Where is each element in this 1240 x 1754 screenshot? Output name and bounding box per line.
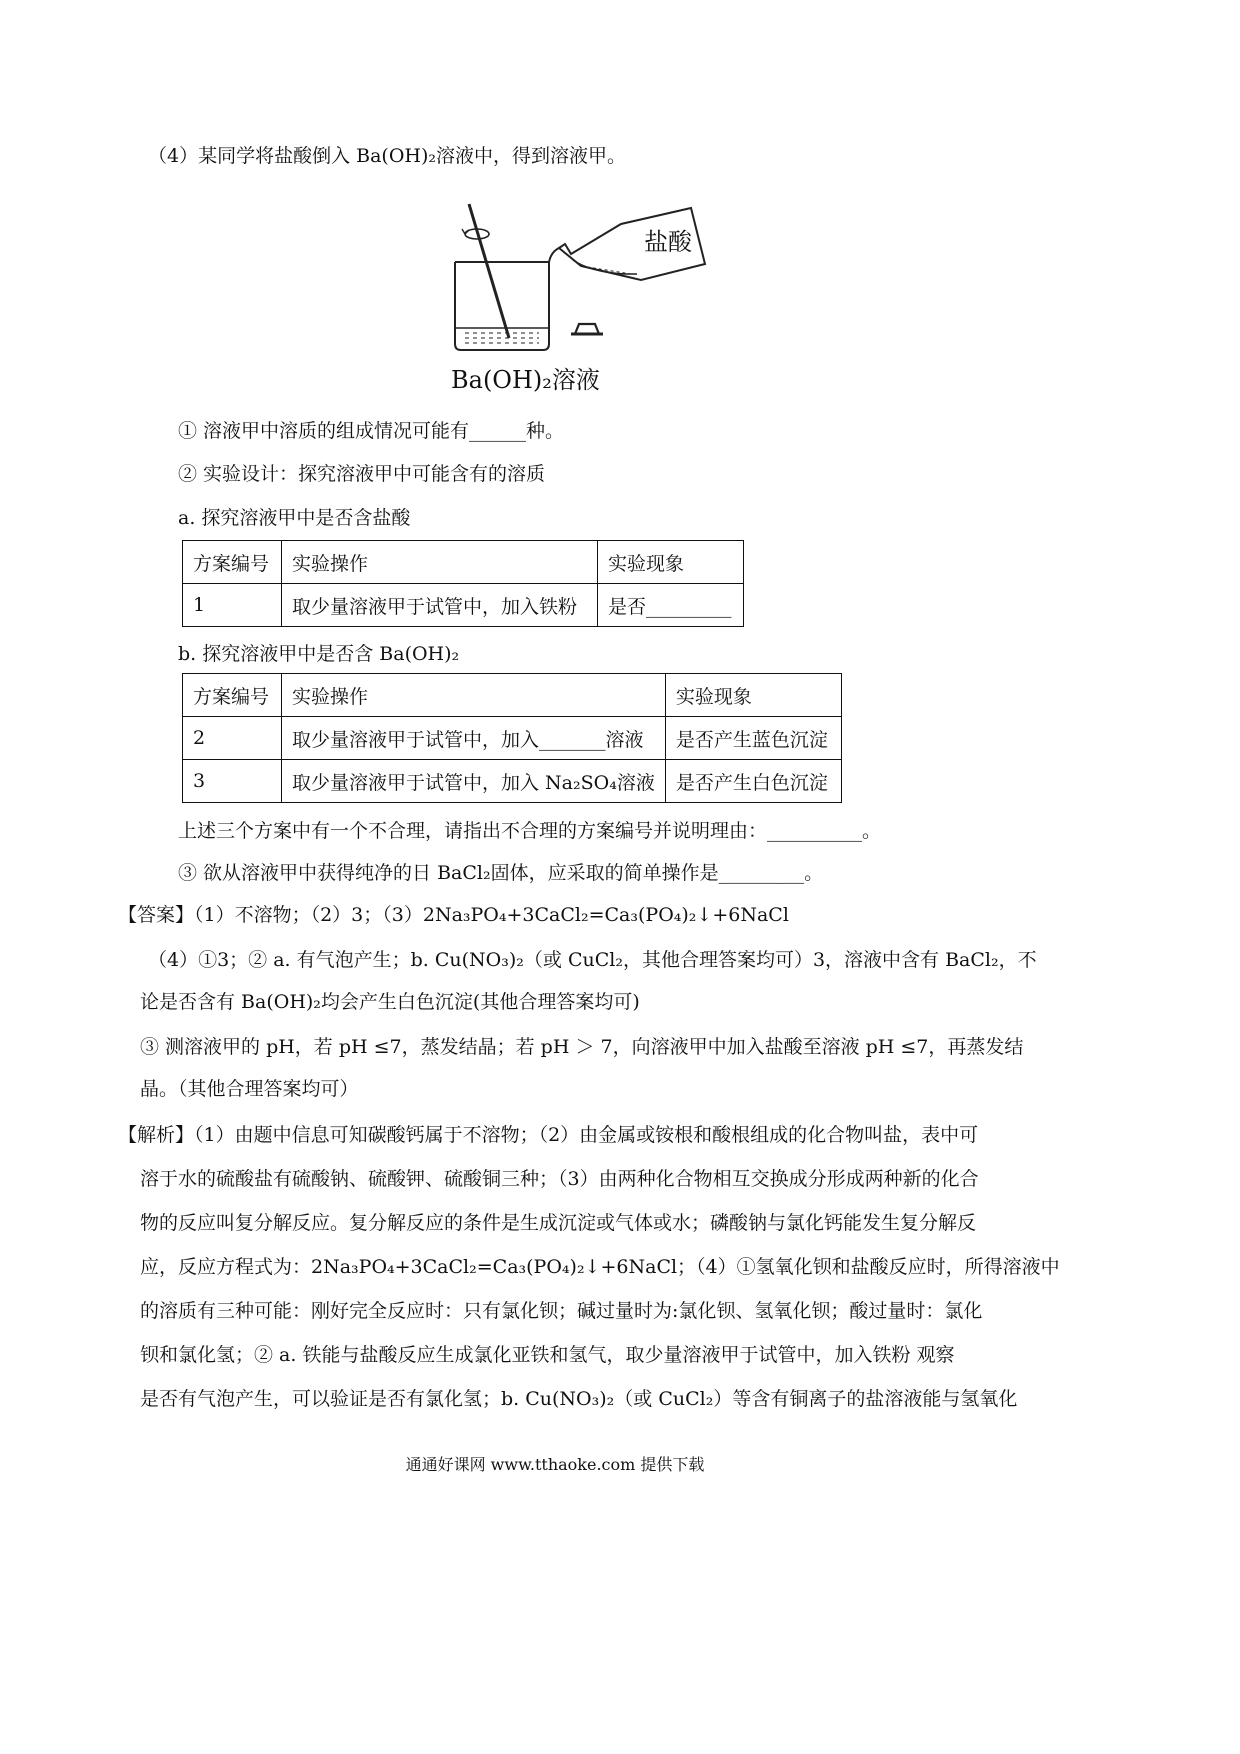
answer-line-1: 【答案】（1）不溶物；（2）3；（3）2Na₃PO₄+3CaCl₂=Ca₃(PO₄)₂↓+6NaCl [118,904,789,926]
table-header-cell: 方案编号 [183,674,282,717]
table-row [183,760,842,803]
acid-label: 盐酸 [644,228,692,256]
answer-line-2: （4）①3；② a. 有气泡产生；b. Cu(NO₃)₂（或 CuCl₂，其他合理答案均可）3，溶液中含有 BaCl₂，不 [148,949,1037,971]
table-cell: 取少量溶液甲于试管中，加入铁粉 [282,584,598,627]
table-cell: 取少量溶液甲于试管中，加入_______溶液 [282,717,666,760]
table-part-b [182,673,842,803]
analysis-line-5: 的溶质有三种可能：刚好完全反应时：只有氯化钡；碱过量时为:氯化钡、氢氧化钡；酸过量时：氯化 [140,1300,983,1322]
solution-label: Ba(OH)₂溶液 [451,366,600,394]
table-row [183,584,744,627]
part-b-heading: b. 探究溶液甲中是否含 Ba(OH)₂ [178,643,460,665]
question-intro: （4）某同学将盐酸倒入 Ba(OH)₂溶液中，得到溶液甲。 [148,145,627,167]
table-header-cell: 实验现象 [665,674,841,717]
table-header-cell: 方案编号 [183,541,282,584]
table-cell: 3 [183,760,282,803]
table-cell: 2 [183,717,282,760]
table-row [183,717,842,760]
experiment-figure [425,200,715,396]
reason-line: 上述三个方案中有一个不合理，请指出不合理的方案编号并说明理由：__________。 [178,820,882,842]
question-3: ③ 欲从溶液甲中获得纯净的日 BaCl₂固体，应采取的简单操作是_________。 [178,862,824,884]
part-a-heading: a. 探究溶液甲中是否含盐酸 [178,507,411,529]
table-header-cell: 实验操作 [282,541,598,584]
table-cell: 是否产生蓝色沉淀 [665,717,841,760]
answer-line-3: 论是否含有 Ba(OH)₂均会产生白色沉淀(其他合理答案均可) [140,991,640,1013]
analysis-line-1: 【解析】（1）由题中信息可知碳酸钙属于不溶物；（2）由金属或铵根和酸根组成的化合物叫盐，表中可 [118,1124,979,1146]
question-2: ② 实验设计：探究溶液甲中可能含有的溶质 [178,463,546,485]
table-cell: 1 [183,584,282,627]
footer-credit: 通通好课网 www.tthaoke.com 提供下载 [405,1455,705,1474]
table-cell: 是否产生白色沉淀 [665,760,841,803]
table-header-cell: 实验现象 [598,541,744,584]
answer-line-4: ③ 测溶液甲的 pH，若 pH ≤7，蒸发结晶；若 pH ＞ 7，向溶液甲中加入盐酸至溶液 pH ≤7，再蒸发结 [140,1036,1024,1058]
table-part-a [182,540,744,627]
analysis-line-7: 是否有气泡产生，可以验证是否有氯化氢；b. Cu(NO₃)₂（或 CuCl₂）等含有铜离子的盐溶液能与氢氧化 [140,1388,1018,1410]
analysis-line-4: 应，反应方程式为：2Na₃PO₄+3CaCl₂=Ca₃(PO₄)₂↓+6NaCl；（4）①氢氧化钡和盐酸反应时，所得溶液中 [140,1256,1060,1278]
analysis-line-6: 钡和氯化氢；② a. 铁能与盐酸反应生成氯化亚铁和氢气，取少量溶液甲于试管中，加入铁粉 观察 [140,1344,955,1366]
table-cell: 是否_________ [598,584,744,627]
analysis-line-3: 物的反应叫复分解反应。复分解反应的条件是生成沉淀或气体或水；磷酸钠与氯化钙能发生复分解反 [140,1212,977,1234]
question-1: ① 溶液甲中溶质的组成情况可能有______种。 [178,420,565,442]
table-header-row [183,541,744,584]
table-cell: 取少量溶液甲于试管中，加入 Na₂SO₄溶液 [282,760,666,803]
table-header-cell: 实验操作 [282,674,666,717]
table-header-row [183,674,842,717]
analysis-line-2: 溶于水的硫酸盐有硫酸钠、硫酸钾、硫酸铜三种；（3）由两种化合物相互交换成分形成两种新的化合 [140,1168,979,1190]
answer-line-5: 晶。（其他合理答案均可） [140,1078,359,1100]
